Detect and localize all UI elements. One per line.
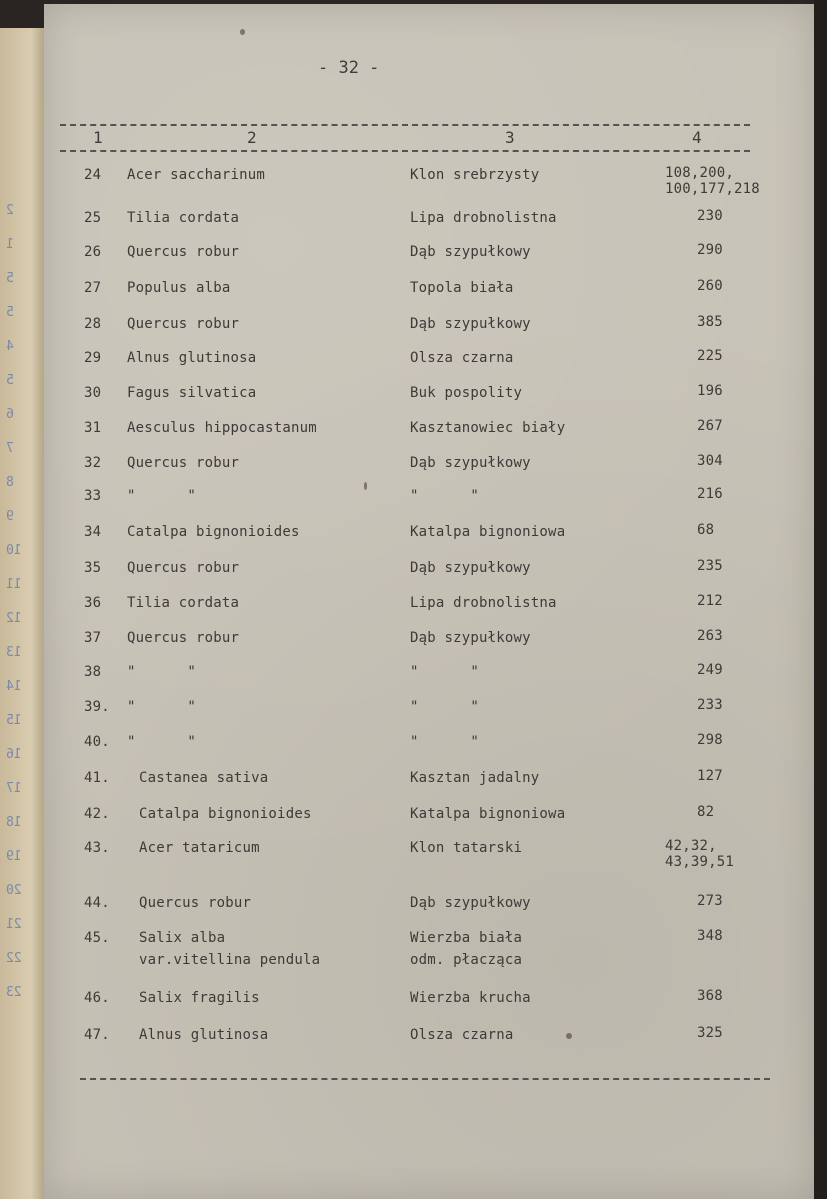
page-number: - 32 - — [318, 58, 380, 78]
latin-name-cont: var.vitellina pendula — [139, 952, 321, 968]
facing-page-edge — [0, 28, 46, 1199]
row-number: 42. — [84, 806, 110, 822]
value-cell: 348 — [697, 928, 723, 944]
row-number: 26 — [84, 244, 102, 260]
polish-name: Dąb szypułkowy — [410, 630, 531, 646]
polish-name: Dąb szypułkowy — [410, 895, 531, 911]
row-number: 36 — [84, 595, 102, 611]
facing-page-number: 17 — [6, 781, 22, 796]
value-cell: 233 — [697, 697, 723, 713]
latin-name: Salix alba — [139, 930, 226, 946]
row-number: 41. — [84, 770, 110, 786]
facing-page-number: 21 — [6, 917, 22, 932]
polish-name: Lipa drobnolistna — [410, 210, 557, 226]
column-header-4: 4 — [692, 128, 702, 147]
facing-page-number: 14 — [6, 679, 22, 694]
row-number: 39. — [84, 699, 110, 715]
polish-name: Topola biała — [410, 280, 514, 296]
row-number: 30 — [84, 385, 102, 401]
row-number: 38 — [84, 664, 102, 680]
polish-name: Kasztanowiec biały — [410, 420, 566, 436]
latin-name: Quercus robur — [127, 630, 240, 646]
latin-name: Salix fragilis — [139, 990, 260, 1006]
value-cell: 273 — [697, 893, 723, 909]
facing-page-number: 19 — [6, 849, 22, 864]
value-cell: 304 — [697, 453, 723, 469]
latin-name: " " — [127, 488, 197, 504]
scan-border — [814, 0, 827, 1199]
facing-page-number: 5 — [6, 373, 14, 388]
value-cell: 298 — [697, 732, 723, 748]
value-cell: 230 — [697, 208, 723, 224]
value-cell: 368 — [697, 988, 723, 1004]
row-number: 34 — [84, 524, 102, 540]
value-cell: 267 — [697, 418, 723, 434]
row-number: 25 — [84, 210, 102, 226]
row-number: 32 — [84, 455, 102, 471]
row-number: 40. — [84, 734, 110, 750]
row-number: 29 — [84, 350, 102, 366]
value-cell: 325 — [697, 1025, 723, 1041]
ink-blot — [240, 29, 245, 35]
polish-name: Katalpa bignoniowa — [410, 524, 566, 540]
row-number: 31 — [84, 420, 102, 436]
latin-name: Castanea sativa — [139, 770, 269, 786]
polish-name: Dąb szypułkowy — [410, 455, 531, 471]
polish-name: Wierzba biała — [410, 930, 523, 946]
facing-page-number: 8 — [6, 475, 14, 490]
table-bottom-rule — [80, 1078, 770, 1080]
polish-name: " " — [410, 734, 480, 750]
polish-name: Buk pospolity — [410, 385, 523, 401]
row-number: 44. — [84, 895, 110, 911]
latin-name: Quercus robur — [127, 560, 240, 576]
ink-blot — [364, 482, 367, 490]
value-cell: 108,200, — [665, 165, 735, 181]
polish-name: Klon tatarski — [410, 840, 523, 856]
facing-page-number: 22 — [6, 951, 22, 966]
row-number: 47. — [84, 1027, 110, 1043]
facing-page-number: 6 — [6, 407, 14, 422]
facing-page-number: 9 — [6, 509, 14, 524]
row-number: 35 — [84, 560, 102, 576]
polish-name: Olsza czarna — [410, 1027, 514, 1043]
polish-name: Dąb szypułkowy — [410, 560, 531, 576]
column-header-2: 2 — [247, 128, 257, 147]
latin-name: Populus alba — [127, 280, 231, 296]
value-cell: 216 — [697, 486, 723, 502]
facing-page-number: 13 — [6, 645, 22, 660]
latin-name: " " — [127, 664, 197, 680]
facing-page-number: 23 — [6, 985, 22, 1000]
polish-name: Kasztan jadalny — [410, 770, 540, 786]
facing-page-number: 7 — [6, 441, 14, 456]
latin-name: Quercus robur — [139, 895, 252, 911]
facing-page-number: 4 — [6, 339, 14, 354]
value-cell: 235 — [697, 558, 723, 574]
polish-name: Wierzba krucha — [410, 990, 531, 1006]
polish-name: Dąb szypułkowy — [410, 316, 531, 332]
row-number: 27 — [84, 280, 102, 296]
value-cell: 82 — [697, 804, 715, 820]
latin-name: Tilia cordata — [127, 210, 240, 226]
facing-page-number: 11 — [6, 577, 22, 592]
column-header-3: 3 — [505, 128, 515, 147]
facing-page-number: 1 — [6, 237, 14, 252]
row-number: 45. — [84, 930, 110, 946]
value-cell-cont: 43,39,51 — [665, 854, 735, 870]
polish-name: " " — [410, 488, 480, 504]
value-cell: 212 — [697, 593, 723, 609]
polish-name: " " — [410, 699, 480, 715]
latin-name: Catalpa bignonioides — [139, 806, 312, 822]
ink-blot — [566, 1033, 572, 1039]
value-cell: 42,32, — [665, 838, 717, 854]
header-top-rule — [60, 124, 750, 126]
latin-name: " " — [127, 734, 197, 750]
facing-page-number: 15 — [6, 713, 22, 728]
value-cell: 225 — [697, 348, 723, 364]
polish-name: Lipa drobnolistna — [410, 595, 557, 611]
latin-name: Quercus robur — [127, 316, 240, 332]
polish-name-cont: odm. płacząca — [410, 952, 523, 968]
value-cell: 249 — [697, 662, 723, 678]
polish-name: Klon srebrzysty — [410, 167, 540, 183]
latin-name: Catalpa bignonioides — [127, 524, 300, 540]
latin-name: Tilia cordata — [127, 595, 240, 611]
header-bottom-rule — [60, 150, 750, 152]
latin-name: Alnus glutinosa — [139, 1027, 269, 1043]
row-number: 24 — [84, 167, 102, 183]
value-cell: 263 — [697, 628, 723, 644]
value-cell: 68 — [697, 522, 715, 538]
facing-page-number: 10 — [6, 543, 22, 558]
facing-page-number: 5 — [6, 271, 14, 286]
row-number: 37 — [84, 630, 102, 646]
latin-name: " " — [127, 699, 197, 715]
facing-page-number: 20 — [6, 883, 22, 898]
latin-name: Acer saccharinum — [127, 167, 266, 183]
value-cell: 127 — [697, 768, 723, 784]
row-number: 33 — [84, 488, 102, 504]
column-header-1: 1 — [93, 128, 103, 147]
latin-name: Quercus robur — [127, 244, 240, 260]
row-number: 43. — [84, 840, 110, 856]
value-cell: 385 — [697, 314, 723, 330]
polish-name: Katalpa bignoniowa — [410, 806, 566, 822]
row-number: 46. — [84, 990, 110, 1006]
value-cell-cont: 100,177,218 — [665, 181, 760, 197]
value-cell: 196 — [697, 383, 723, 399]
latin-name: Quercus robur — [127, 455, 240, 471]
facing-page-number: 2 — [6, 203, 14, 218]
latin-name: Fagus silvatica — [127, 385, 257, 401]
latin-name: Alnus glutinosa — [127, 350, 257, 366]
latin-name: Aesculus hippocastanum — [127, 420, 317, 436]
value-cell: 290 — [697, 242, 723, 258]
polish-name: " " — [410, 664, 480, 680]
row-number: 28 — [84, 316, 102, 332]
value-cell: 260 — [697, 278, 723, 294]
facing-page-number: 12 — [6, 611, 22, 626]
polish-name: Dąb szypułkowy — [410, 244, 531, 260]
facing-page-number: 5 — [6, 305, 14, 320]
polish-name: Olsza czarna — [410, 350, 514, 366]
facing-page-number: 16 — [6, 747, 22, 762]
latin-name: Acer tataricum — [139, 840, 260, 856]
facing-page-number: 18 — [6, 815, 22, 830]
